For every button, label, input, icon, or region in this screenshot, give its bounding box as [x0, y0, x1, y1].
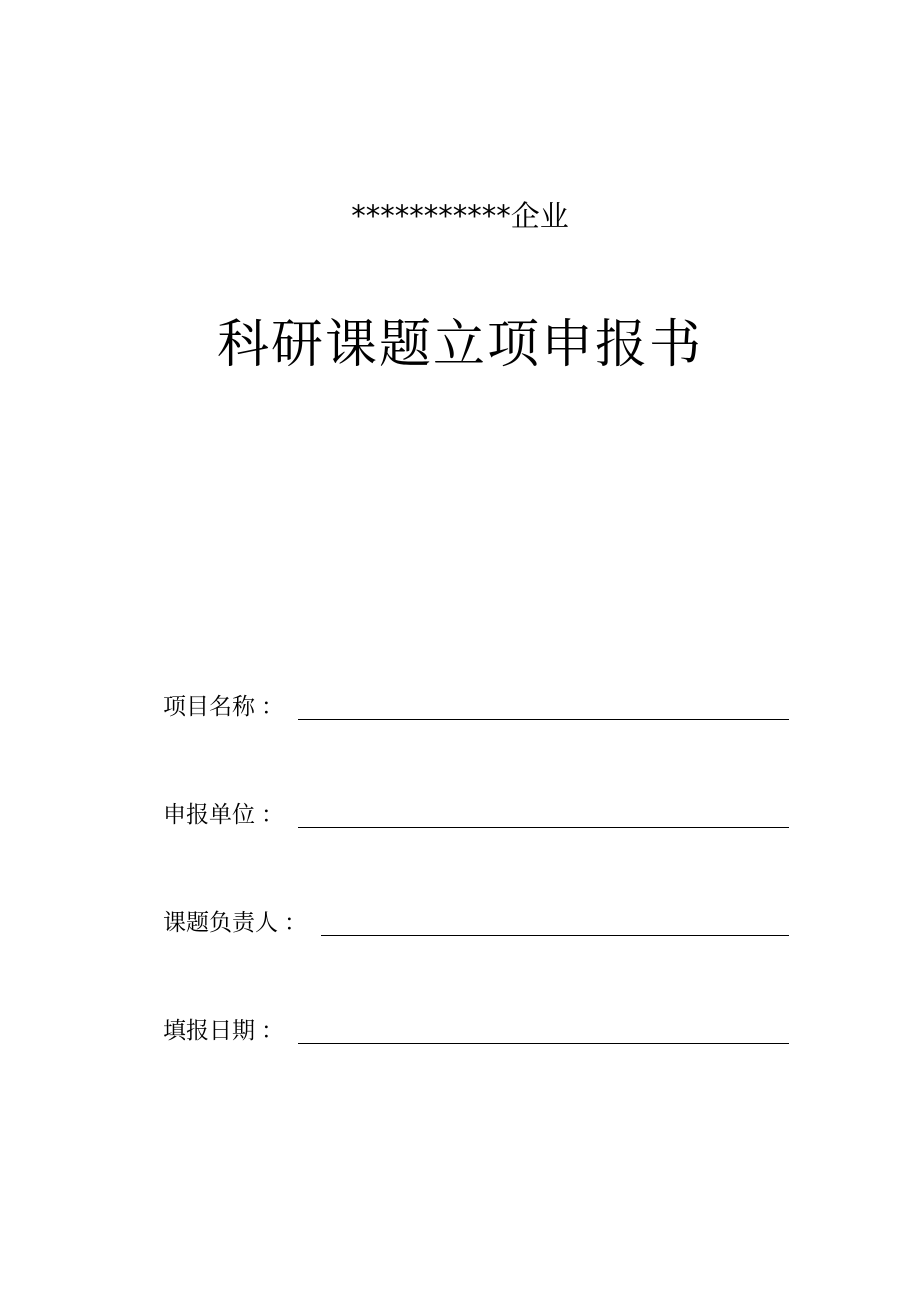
company-name: ***********企业: [351, 199, 569, 233]
field-colon: ：: [261, 802, 284, 828]
project-name-blank[interactable]: [298, 689, 789, 720]
field-project-name: [163, 684, 789, 724]
field-colon: ：: [261, 694, 284, 720]
field-label: 填报日期: [163, 1018, 255, 1044]
project-leader-blank[interactable]: [321, 905, 789, 936]
field-fill-date: [163, 1008, 789, 1048]
applicant-unit-blank[interactable]: [298, 797, 789, 828]
field-colon: ：: [284, 910, 307, 936]
field-label: 课题负责人: [163, 910, 278, 936]
field-applicant-unit: [163, 792, 789, 832]
document-title: 科研课题立项申报书: [216, 315, 703, 375]
field-label: 项目名称: [163, 694, 255, 720]
field-project-leader: [163, 900, 789, 940]
field-colon: ：: [261, 1018, 284, 1044]
fill-date-blank[interactable]: [298, 1013, 789, 1044]
field-label: 申报单位: [163, 802, 255, 828]
